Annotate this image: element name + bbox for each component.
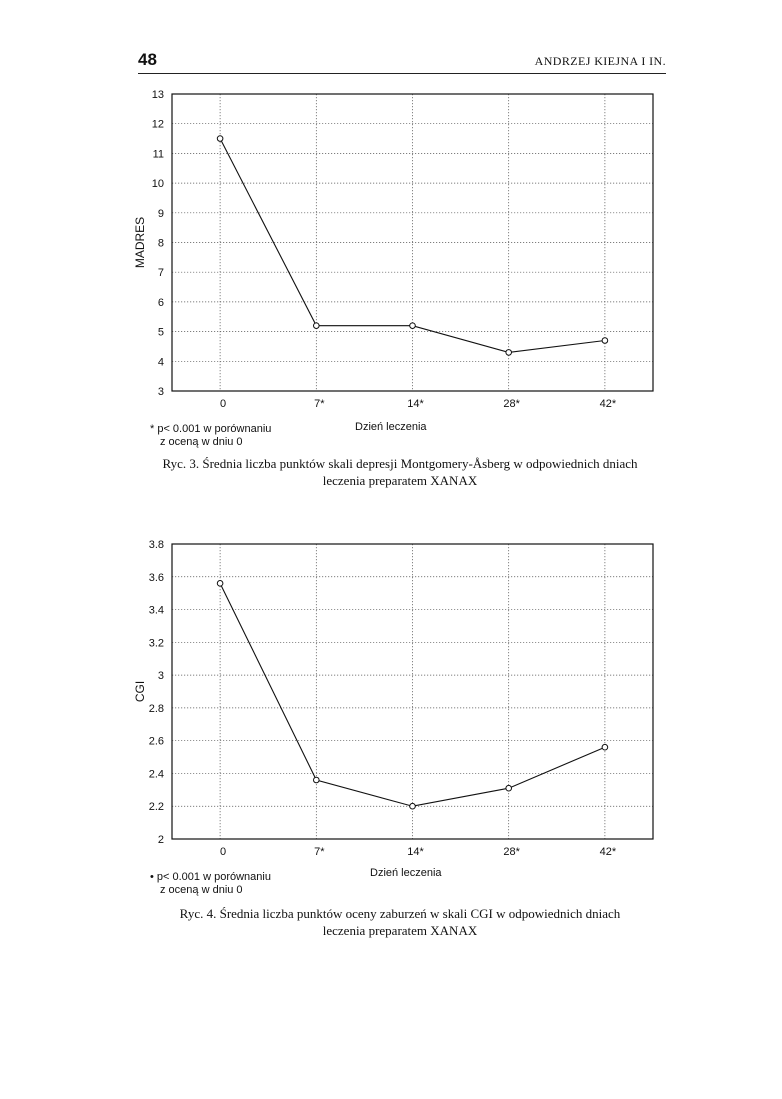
caption-line-2: leczenia preparatem XANAX [322,473,478,488]
figure-caption [120,455,680,489]
y-tick-label: 2.8 [148,702,164,715]
data-point [410,323,416,329]
y-tick-label: 2.6 [148,735,164,748]
data-point [410,803,416,809]
x-tick-label: 28* [503,398,520,410]
data-point [506,350,512,356]
significance-note-line-2: z oceną w dniu 0 [160,884,243,896]
significance-note-line-1: • p< 0.001 w porównaniu [150,871,271,883]
series-line [220,139,605,353]
caption-line-1: Ryc. 3. Średnia liczba punktów skali depresji Montgomery-Åsberg w odpowiednich dniach [162,456,638,471]
y-tick-label: 7 [157,267,164,280]
significance-note-line-1: * p< 0.001 w porównaniu [150,423,272,435]
data-point [314,777,320,783]
y-tick-label: 10 [151,178,164,191]
x-tick-label: 0 [220,398,227,410]
x-axis-title: Dzień leczenia [370,867,442,879]
y-tick-label: 4 [157,356,164,369]
significance-note [150,423,271,449]
data-point [217,136,223,142]
y-tick-label: 2.2 [148,801,164,814]
y-tick-label: 3.2 [148,637,164,650]
x-tick-label: 42* [599,398,617,410]
y-tick-label: 11 [152,148,164,161]
data-point [217,581,223,587]
page-header [138,48,666,72]
data-point [602,744,608,750]
y-tick-label: 2 [157,834,164,846]
running-head: ANDRZEJ KIEJNA I IN. [534,54,666,68]
x-axis-title: Dzień leczenia [355,421,427,433]
significance-note-line-2: z oceną w dniu 0 [160,436,243,448]
y-tick-label: 3.6 [148,571,164,584]
figure-caption [120,905,680,939]
page-number: 48 [138,50,157,69]
y-tick-label: 5 [157,326,164,339]
y-tick-label: 6 [157,296,164,309]
significance-note [150,871,271,897]
x-tick-label: 7* [314,846,325,858]
y-tick-label: 3 [157,386,164,398]
y-tick-label: 9 [157,207,164,220]
y-tick-label: 3.8 [148,539,164,551]
y-tick-label: 12 [151,118,164,131]
y-tick-label: 3.4 [148,604,164,617]
y-tick-label: 8 [157,237,164,250]
caption-line-1: Ryc. 4. Średnia liczba punktów oceny zaburzeń w skali CGI w odpowiednich dniach [179,906,621,921]
madres-chart [0,80,782,420]
y-axis-title: MADRES [133,216,147,269]
x-tick-label: 0 [220,846,227,858]
y-tick-label: 13 [151,89,164,101]
caption-line-2: leczenia preparatem XANAX [322,923,478,938]
cgi-chart [0,530,782,870]
y-tick-label: 2.4 [148,768,164,781]
data-point [314,323,320,329]
y-tick-label: 3 [157,670,164,683]
y-axis-title: CGI [133,680,147,703]
x-tick-label: 28* [503,846,520,858]
data-point [506,785,512,791]
x-tick-label: 14* [407,398,424,410]
x-tick-label: 7* [314,398,325,410]
x-tick-label: 14* [407,846,424,858]
x-tick-label: 42* [599,846,617,858]
data-point [602,338,608,344]
header-rule [138,73,666,74]
